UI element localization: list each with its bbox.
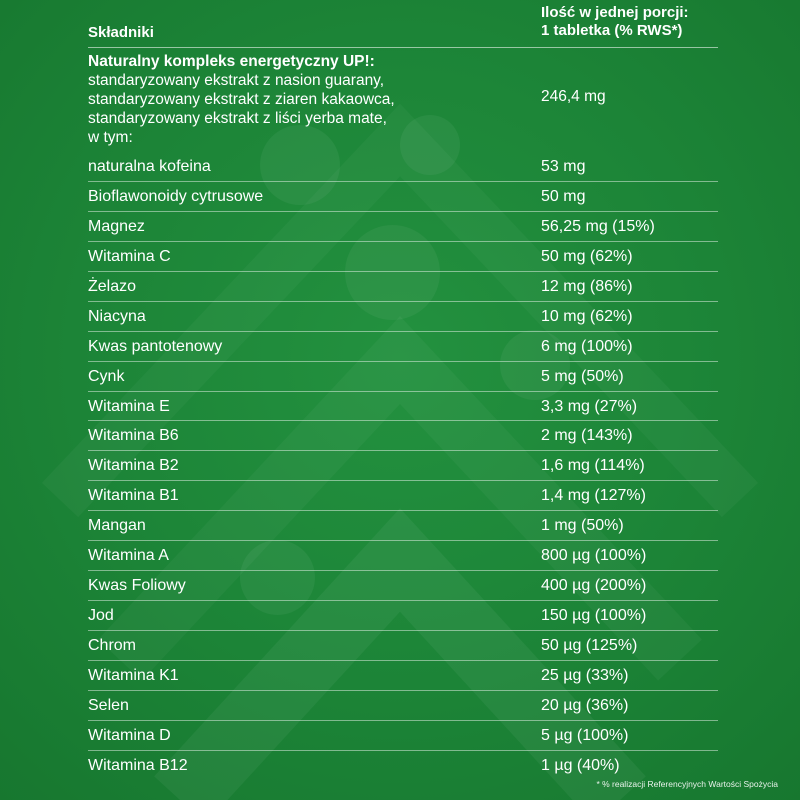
table-row xyxy=(88,541,718,571)
ingredient-name: naturalna kofeina xyxy=(88,158,211,175)
ingredient-amount: 50 mg (62%) xyxy=(541,247,633,265)
ingredient-name: Witamina B1 xyxy=(88,487,179,505)
table-row xyxy=(88,362,718,392)
ingredient-name: Witamina B12 xyxy=(88,756,188,774)
table-row xyxy=(88,152,718,182)
ingredient-name: Witamina B6 xyxy=(88,427,179,445)
energy-complex-title: Naturalny kompleks energetyczny UP!: xyxy=(88,53,375,70)
ingredient-name: Witamina E xyxy=(88,397,170,415)
table-row xyxy=(88,691,718,721)
ingredient-amount: 1,4 mg (127%) xyxy=(541,487,646,505)
ingredient-amount: 2 mg (143%) xyxy=(541,427,633,445)
ingredient-amount: 5 mg (50%) xyxy=(541,367,624,385)
ingredient-amount: 56,25 mg (15%) xyxy=(541,217,655,235)
table-row xyxy=(88,272,718,302)
table-row xyxy=(88,182,718,212)
ingredient-name: Witamina K1 xyxy=(88,666,179,684)
ingredient-name: Bioflawonoidy cytrusowe xyxy=(88,187,264,205)
footnote: * % realizacji Referencyjnych Wartości Spożycia xyxy=(596,779,778,789)
table-row xyxy=(88,721,718,751)
ingredient-amount: 12 mg (86%) xyxy=(541,277,633,295)
ingredient-amount: 53 mg xyxy=(541,158,586,175)
table-row xyxy=(88,212,718,242)
table-row xyxy=(88,601,718,631)
ingredient-name: Chrom xyxy=(88,637,137,654)
header-divider xyxy=(88,47,718,48)
table-row xyxy=(88,661,718,691)
ingredients-header: Składniki xyxy=(88,24,154,41)
table-row xyxy=(88,751,718,781)
ingredient-name: Selen xyxy=(88,696,129,714)
ingredient-name: Kwas pantotenowy xyxy=(88,337,223,355)
ingredient-name: Mangan xyxy=(88,517,146,535)
energy-complex-line: standaryzowany ekstrakt z nasion guarany, xyxy=(88,72,385,89)
ingredient-amount: 20 µg (36%) xyxy=(541,696,629,714)
energy-complex xyxy=(88,52,528,147)
amount-header xyxy=(541,4,791,40)
ingredient-amount: 1 µg (40%) xyxy=(541,756,620,774)
table-row xyxy=(88,451,718,481)
table-row xyxy=(88,332,718,362)
table-row xyxy=(88,421,718,451)
ingredient-name: Cynk xyxy=(88,367,125,385)
ingredient-name: Żelazo xyxy=(88,277,137,295)
amount-header-line1: Ilość w jednej porcji: xyxy=(541,4,689,21)
energy-complex-line: standaryzowany ekstrakt z ziaren kakaowca, xyxy=(88,91,395,108)
ingredient-amount: 1,6 mg (114%) xyxy=(541,457,645,475)
ingredient-amount: 50 mg xyxy=(541,187,586,205)
table-row xyxy=(88,302,718,332)
ingredient-amount: 800 µg (100%) xyxy=(541,547,647,565)
table-row xyxy=(88,571,718,601)
ingredient-amount: 50 µg (125%) xyxy=(541,637,638,654)
ingredient-name: Kwas Foliowy xyxy=(88,577,186,595)
ingredient-amount: 3,3 mg (27%) xyxy=(541,397,638,415)
table-row xyxy=(88,511,718,541)
table-row xyxy=(88,481,718,511)
ingredient-amount: 1 mg (50%) xyxy=(541,517,624,535)
energy-complex-line: w tym: xyxy=(88,129,133,146)
ingredient-name: Witamina C xyxy=(88,247,171,265)
ingredient-amount: 150 µg (100%) xyxy=(541,607,647,625)
ingredient-name: Witamina D xyxy=(88,726,171,744)
ingredient-amount: 10 mg (62%) xyxy=(541,307,633,325)
ingredient-amount: 400 µg (200%) xyxy=(541,577,647,595)
energy-complex-value: 246,4 mg xyxy=(541,88,606,105)
ingredient-name: Witamina B2 xyxy=(88,457,179,475)
ingredient-amount: 25 µg (33%) xyxy=(541,666,629,684)
table-row xyxy=(88,242,718,272)
table-row xyxy=(88,631,718,661)
ingredient-name: Magnez xyxy=(88,217,145,235)
table-row xyxy=(88,392,718,422)
ingredient-amount: 6 mg (100%) xyxy=(541,337,633,355)
amount-header-line2: 1 tabletka (% RWS*) xyxy=(541,22,683,39)
ingredient-amount: 5 µg (100%) xyxy=(541,726,629,744)
ingredient-rows xyxy=(88,152,718,781)
ingredient-name: Witamina A xyxy=(88,547,169,565)
energy-complex-line: standaryzowany ekstrakt z liści yerba mate, xyxy=(88,110,387,127)
ingredient-name: Niacyna xyxy=(88,307,146,325)
ingredient-name: Jod xyxy=(88,607,114,625)
